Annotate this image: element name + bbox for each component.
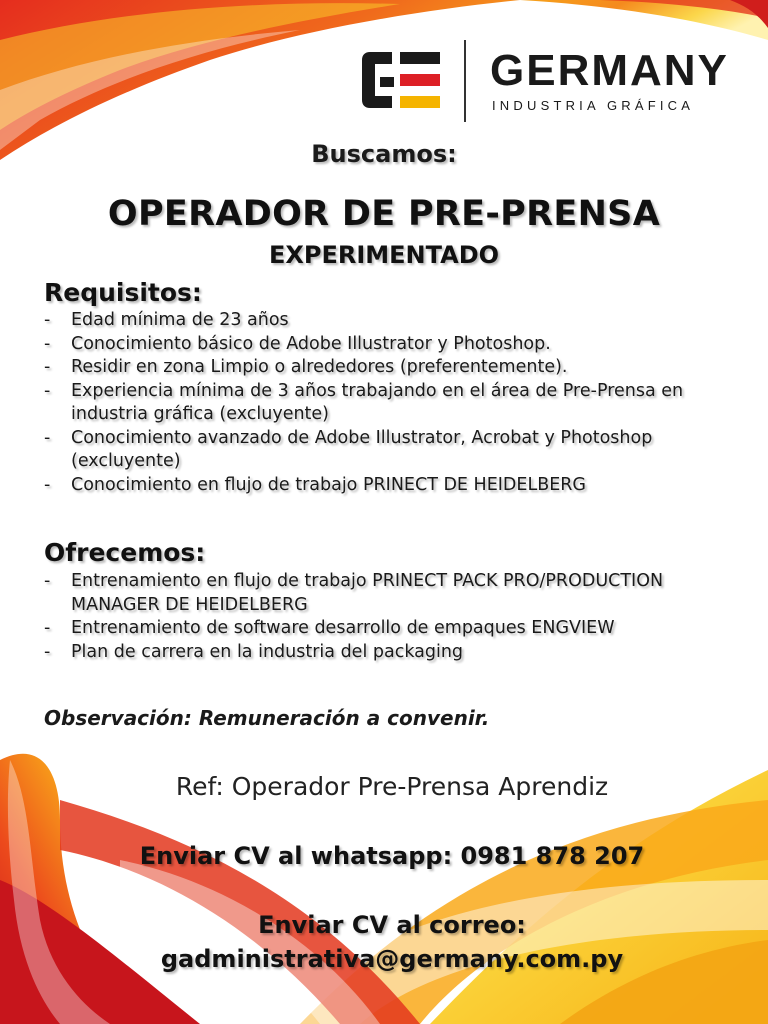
list-item: - Experiencia mínima de 3 años trabajando en el área de Pre-Prensa en industria gráfica (excluyente) [44, 380, 754, 427]
brand-tagline: INDUSTRIA GRÁFICA [492, 98, 695, 113]
job-subtitle: EXPERIMENTADO [268, 241, 500, 269]
whatsapp-contact: Enviar CV al whatsapp: 0981 878 207 [139, 842, 645, 870]
offers-list [44, 570, 754, 664]
offers-heading: Ofrecemos: [44, 538, 206, 567]
intro-heading: Buscamos: [311, 140, 457, 168]
logo-divider [464, 40, 466, 122]
list-item: - Residir en zona Limpio o alrededores (preferentemente). [44, 356, 754, 380]
list-item: - Conocimiento en flujo de trabajo PRINECT DE HEIDELBERG [44, 474, 754, 498]
requirements-heading: Requisitos: [44, 278, 202, 307]
list-item: - Plan de carrera en la industria del packaging [44, 641, 754, 665]
email-label: Enviar CV al correo: [258, 911, 526, 939]
list-item: - Entrenamiento de software desarrollo de empaques ENGVIEW [44, 617, 754, 641]
brand-logo [362, 40, 742, 124]
list-item: - Conocimiento básico de Adobe Illustrator y Photoshop. [44, 333, 754, 357]
observation-note: Observación: Remuneración a convenir. [44, 706, 490, 730]
list-item: - Conocimiento avanzado de Adobe Illustrator, Acrobat y Photoshop (excluyente) [44, 427, 754, 474]
reference-line: Ref: Operador Pre-Prensa Aprendiz [175, 772, 609, 801]
email-address[interactable]: gadministrativa@germany.com.py [160, 945, 624, 973]
brand-name: GERMANY [490, 46, 729, 95]
job-title: OPERADOR DE PRE-PRENSA [107, 194, 661, 234]
requirements-list [44, 309, 754, 497]
list-item: - Edad mínima de 23 años [44, 309, 754, 333]
germany-ge-logo-icon [362, 52, 440, 108]
list-item: - Entrenamiento en flujo de trabajo PRINECT PACK PRO/PRODUCTION MANAGER DE HEIDELBERG [44, 570, 754, 617]
